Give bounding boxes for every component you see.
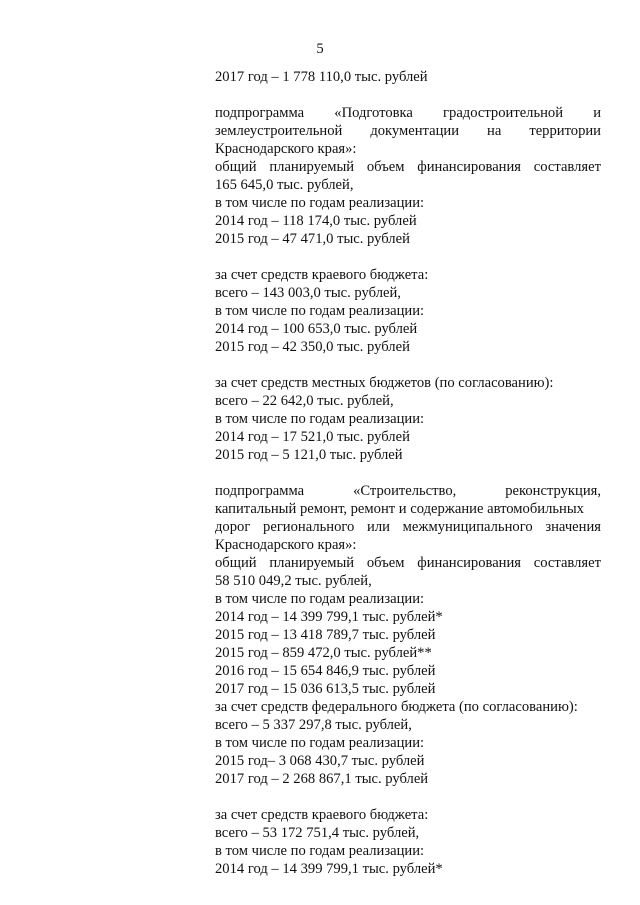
- top-line: 2017 год – 1 778 110,0 тыс. рублей: [215, 69, 428, 85]
- years-intro: в том числе по годам реализации:: [215, 735, 425, 751]
- page-number: 5: [316, 41, 324, 57]
- subprogram-title-line-2: землеустроительной документации на территории: [215, 123, 601, 139]
- total-funding-amount: 165 645,0 тыс. рублей,: [215, 177, 354, 193]
- federal-budget-total: всего – 5 337 297,8 тыс. рублей,: [215, 717, 412, 733]
- year-line: 2016 год – 15 654 846,9 тыс. рублей: [215, 663, 436, 679]
- years-intro: в том числе по годам реализации:: [215, 843, 425, 859]
- federal-budget-heading: за счет средств федерального бюджета (по согласованию):: [215, 699, 578, 715]
- total-funding-amount: 58 510 049,2 тыс. рублей,: [215, 573, 372, 589]
- regional-budget-total: всего – 143 003,0 тыс. рублей,: [215, 285, 401, 301]
- subprogram-title-line-3: Краснодарского края»:: [215, 141, 357, 157]
- subprogram-title-line-1: подпрограмма «Строительство, реконструкция,: [215, 483, 601, 499]
- years-intro: в том числе по годам реализации:: [215, 195, 425, 211]
- regional-budget-heading: за счет средств краевого бюджета:: [215, 267, 429, 283]
- year-line: 2017 год – 2 268 867,1 тыс. рублей: [215, 771, 429, 787]
- years-intro: в том числе по годам реализации:: [215, 591, 425, 607]
- year-line: 2017 год – 15 036 613,5 тыс. рублей: [215, 681, 436, 697]
- year-line: 2014 год – 100 653,0 тыс. рублей: [215, 321, 418, 337]
- year-line: 2014 год – 118 174,0 тыс. рублей: [215, 213, 417, 229]
- subprogram-title-line-1: подпрограмма «Подготовка градостроительной и: [215, 105, 601, 121]
- regional-budget-heading: за счет средств краевого бюджета:: [215, 807, 429, 823]
- year-line: 2015 год – 859 472,0 тыс. рублей**: [215, 645, 432, 661]
- year-line: 2015 год – 13 418 789,7 тыс. рублей: [215, 627, 436, 643]
- year-line: 2015 год – 47 471,0 тыс. рублей: [215, 231, 410, 247]
- document-body: [215, 68, 601, 878]
- local-budget-heading: за счет средств местных бюджетов (по согласованию):: [215, 375, 554, 391]
- year-line: 2015 год – 42 350,0 тыс. рублей: [215, 339, 410, 355]
- year-line: 2014 год – 17 521,0 тыс. рублей: [215, 429, 410, 445]
- subprogram-title-line-3: дорог регионального или межмуниципального значения: [215, 519, 601, 535]
- total-funding-label: общий планируемый объем финансирования составляет: [215, 159, 601, 175]
- subprogram-title-line-4: Краснодарского края»:: [215, 537, 357, 553]
- regional-budget-total: всего – 53 172 751,4 тыс. рублей,: [215, 825, 420, 841]
- year-line: 2014 год – 14 399 799,1 тыс. рублей*: [215, 609, 443, 625]
- years-intro: в том числе по годам реализации:: [215, 411, 425, 427]
- subprogram-title-line-2: капитальный ремонт, ремонт и содержание автомобильных: [215, 501, 584, 517]
- local-budget-total: всего – 22 642,0 тыс. рублей,: [215, 393, 394, 409]
- years-intro: в том числе по годам реализации:: [215, 303, 425, 319]
- year-line: 2014 год – 14 399 799,1 тыс. рублей*: [215, 861, 443, 877]
- total-funding-label: общий планируемый объем финансирования составляет: [215, 555, 601, 571]
- year-line: 2015 год– 3 068 430,7 тыс. рублей: [215, 753, 425, 769]
- year-line: 2015 год – 5 121,0 тыс. рублей: [215, 447, 403, 463]
- subprogram-urban-planning: [215, 104, 601, 464]
- subprogram-roads: [215, 482, 601, 878]
